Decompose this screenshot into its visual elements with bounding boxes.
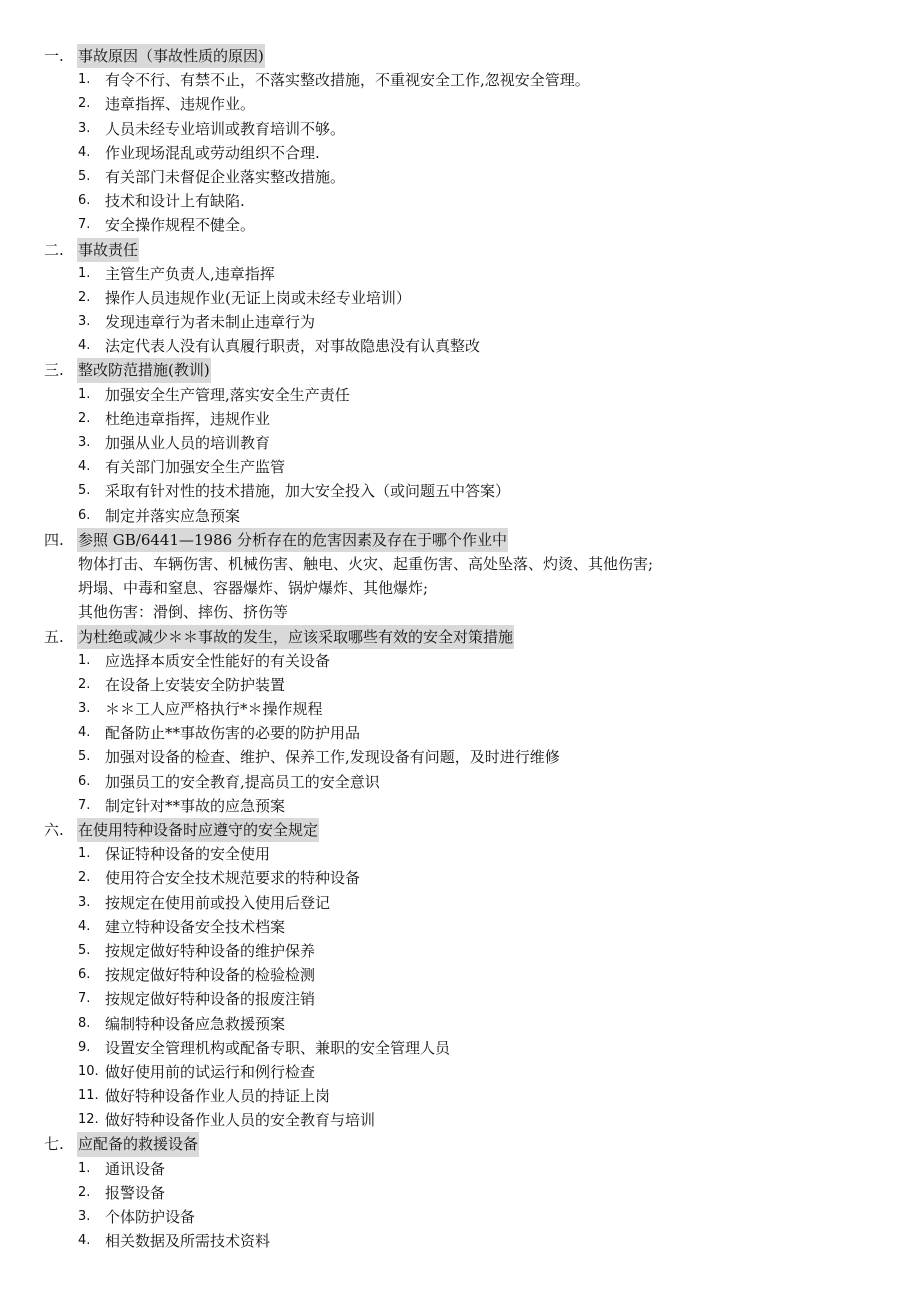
section-title: 事故责任: [77, 238, 139, 262]
list-item: [0, 189, 920, 213]
list-item-text: 杜绝违章指挥，违规作业: [105, 409, 271, 428]
list-item: [0, 649, 920, 673]
list-item-text: 人员未经专业培训或教育培训不够。: [105, 119, 346, 138]
list-item-number: 2.: [78, 1184, 91, 1200]
list-item-text: 违章指挥、违规作业。: [105, 95, 256, 114]
list-item: [0, 794, 920, 818]
list-item-number: 4.: [78, 338, 91, 354]
section-title: 参照 GB/6441—1986 分析存在的危害因素及存在于哪个作业中: [77, 528, 508, 552]
list-item-number: 3.: [78, 701, 91, 717]
paragraph-text: 物体打击、车辆伤害、机械伤害、触电、火灾、起重伤害、高处坠落、灼烫、其他伤害;: [78, 554, 654, 573]
list-item-number: 4.: [78, 1233, 91, 1249]
list-item: [0, 1181, 920, 1205]
list-item-number: 1.: [78, 1160, 91, 1176]
list-item-number: 1.: [78, 265, 91, 281]
list-item: [0, 165, 920, 189]
list-item: [0, 334, 920, 358]
list-item-text: 制定并落实应急预案: [105, 506, 241, 525]
list-item-text: 技术和设计上有缺陷.: [105, 192, 245, 211]
list-item: [0, 770, 920, 794]
list-item-number: 10.: [78, 1063, 99, 1079]
list-item: [0, 504, 920, 528]
list-item: [0, 92, 920, 116]
list-item: [0, 1012, 920, 1036]
list-item-number: 3.: [78, 894, 91, 910]
list-item: [0, 479, 920, 503]
list-item-number: 5.: [78, 942, 91, 958]
section-title: 为杜绝或减少＊＊事故的发生，应该采取哪些有效的安全对策措施: [77, 625, 514, 649]
list-item-text: 有令不行、有禁不止，不落实整改措施，不重视安全工作,忽视安全管理。: [105, 71, 590, 90]
section-heading: [0, 1132, 920, 1156]
list-item-text: 加强员工的安全教育,提高员工的安全意识: [105, 772, 380, 791]
list-item-number: 7.: [78, 217, 91, 233]
document-body: [0, 44, 920, 1253]
list-item-number: 2.: [78, 870, 91, 886]
list-item-number: 12.: [78, 1112, 99, 1128]
list-item-number: 6.: [78, 507, 91, 523]
list-item-number: 5.: [78, 483, 91, 499]
list-item-text: 使用符合安全技术规范要求的特种设备: [105, 869, 361, 888]
paragraph: [0, 552, 920, 576]
list-item-text: 按规定做好特种设备的报废注销: [105, 990, 316, 1009]
list-item-text: 相关数据及所需技术资料: [105, 1232, 271, 1251]
list-item: [0, 1157, 920, 1181]
list-item: [0, 866, 920, 890]
list-item: [0, 1060, 920, 1084]
list-item: [0, 697, 920, 721]
list-item: [0, 286, 920, 310]
list-item-number: 1.: [78, 846, 91, 862]
section-heading: [0, 358, 920, 382]
list-item-number: 4.: [78, 144, 91, 160]
section-title: 在使用特种设备时应遵守的安全规定: [77, 818, 319, 842]
list-item: [0, 745, 920, 769]
list-item: [0, 1084, 920, 1108]
list-item: [0, 721, 920, 745]
list-item-number: 4.: [78, 918, 91, 934]
list-item-text: ＊＊工人应严格执行*＊操作规程: [105, 700, 323, 719]
list-item-number: 1.: [78, 386, 91, 402]
list-item-text: 加强对设备的检查、维护、保养工作,发现设备有问题，及时进行维修: [105, 748, 560, 767]
list-item: [0, 1205, 920, 1229]
paragraph: [0, 576, 920, 600]
list-item-number: 4.: [78, 725, 91, 741]
list-item-text: 设置安全管理机构或配备专职、兼职的安全管理人员: [105, 1038, 451, 1057]
list-item: [0, 939, 920, 963]
list-item-text: 报警设备: [105, 1183, 166, 1202]
list-item-number: 8.: [78, 1015, 91, 1031]
list-item-number: 4.: [78, 459, 91, 475]
list-item-number: 6.: [78, 193, 91, 209]
list-item: [0, 262, 920, 286]
section-number: 三.: [44, 361, 64, 380]
list-item: [0, 987, 920, 1011]
list-item-number: 3.: [78, 314, 91, 330]
list-item-text: 采取有针对性的技术措施，加大安全投入（或问题五中答案）: [105, 482, 511, 501]
list-item: [0, 842, 920, 866]
list-item: [0, 407, 920, 431]
list-item: [0, 1108, 920, 1132]
list-item-number: 2.: [78, 289, 91, 305]
list-item-number: 2.: [78, 96, 91, 112]
section-heading: [0, 818, 920, 842]
list-item-text: 作业现场混乱或劳动组织不合理.: [105, 143, 320, 162]
list-item-text: 按规定做好特种设备的检验检测: [105, 966, 316, 985]
list-item-number: 7.: [78, 797, 91, 813]
section-title: 应配备的救援设备: [77, 1132, 199, 1156]
list-item-number: 6.: [78, 967, 91, 983]
list-item-number: 3.: [78, 120, 91, 136]
paragraph-text: 坍塌、中毒和窒息、容器爆炸、锅炉爆炸、其他爆炸;: [78, 579, 429, 598]
list-item: [0, 1036, 920, 1060]
list-item-number: 3.: [78, 1209, 91, 1224]
list-item: [0, 673, 920, 697]
section-number: 二.: [44, 240, 64, 259]
section-number: 四.: [44, 530, 64, 549]
list-item: [0, 891, 920, 915]
list-item-number: 1.: [78, 652, 91, 668]
list-item-text: 发现违章行为者未制止违章行为: [105, 313, 316, 332]
list-item-text: 操作人员违规作业(无证上岗或未经专业培训）: [105, 288, 411, 307]
list-item-text: 加强从业人员的培训教育: [105, 434, 271, 452]
list-item-number: 2.: [78, 676, 91, 692]
list-item-number: 11.: [78, 1088, 99, 1104]
list-item-text: 应选择本质安全性能好的有关设备: [105, 651, 331, 670]
list-item-text: 个体防护设备: [105, 1208, 196, 1226]
section-heading: [0, 625, 920, 649]
list-item-text: 加强安全生产管理,落实安全生产责任: [105, 385, 350, 404]
section-title: 整改防范措施(教训): [77, 358, 211, 382]
section-number: 一.: [44, 47, 64, 65]
list-item: [0, 455, 920, 479]
list-item-text: 在设备上安装安全防护装置: [105, 675, 286, 694]
list-item: [0, 431, 920, 455]
list-item-text: 编制特种设备应急救援预案: [105, 1014, 286, 1033]
list-item-number: 7.: [78, 991, 91, 1007]
list-item-number: 5.: [78, 168, 91, 184]
list-item: [0, 310, 920, 334]
list-item-text: 按规定在使用前或投入使用后登记: [105, 893, 331, 912]
list-item-text: 建立特种设备安全技术档案: [105, 917, 286, 936]
list-item-text: 有关部门未督促企业落实整改措施。: [105, 167, 346, 186]
list-item-number: 2.: [78, 410, 91, 426]
section-number: 六.: [44, 821, 64, 839]
list-item-text: 主管生产负责人,违章指挥: [105, 264, 275, 283]
list-item-text: 配备防止**事故伤害的必要的防护用品: [105, 724, 361, 743]
section-number: 七.: [44, 1135, 64, 1154]
list-item-text: 法定代表人没有认真履行职责，对事故隐患没有认真整改: [105, 337, 481, 356]
list-item-number: 1.: [78, 72, 91, 88]
section-title: 事故原因（事故性质的原因): [77, 44, 265, 68]
list-item-text: 制定针对**事故的应急预案: [105, 796, 286, 815]
list-item: [0, 915, 920, 939]
list-item: [0, 213, 920, 237]
section-heading: [0, 238, 920, 262]
list-item-number: 6.: [78, 773, 91, 789]
list-item: [0, 963, 920, 987]
list-item: [0, 141, 920, 165]
list-item: [0, 68, 920, 92]
paragraph: [0, 600, 920, 624]
paragraph-text: 其他伤害：滑倒、摔伤、挤伤等: [78, 603, 289, 622]
section-heading: [0, 44, 920, 68]
list-item-text: 做好特种设备作业人员的安全教育与培训: [105, 1111, 376, 1130]
list-item: [0, 117, 920, 141]
section-number: 五.: [44, 627, 64, 646]
list-item-text: 做好特种设备作业人员的持证上岗: [105, 1087, 331, 1106]
list-item-number: 5.: [78, 749, 91, 765]
list-item-text: 按规定做好特种设备的维护保养: [105, 941, 316, 960]
list-item-text: 安全操作规程不健全。: [105, 216, 256, 235]
list-item: [0, 383, 920, 407]
section-heading: [0, 528, 920, 552]
list-item: [0, 1229, 920, 1253]
list-item-text: 通讯设备: [105, 1159, 166, 1178]
list-item-text: 保证特种设备的安全使用: [105, 845, 271, 864]
list-item-number: 3.: [78, 435, 91, 450]
list-item-text: 做好使用前的试运行和例行检查: [105, 1062, 316, 1081]
list-item-text: 有关部门加强安全生产监管: [105, 458, 286, 477]
list-item-number: 9.: [78, 1039, 91, 1055]
